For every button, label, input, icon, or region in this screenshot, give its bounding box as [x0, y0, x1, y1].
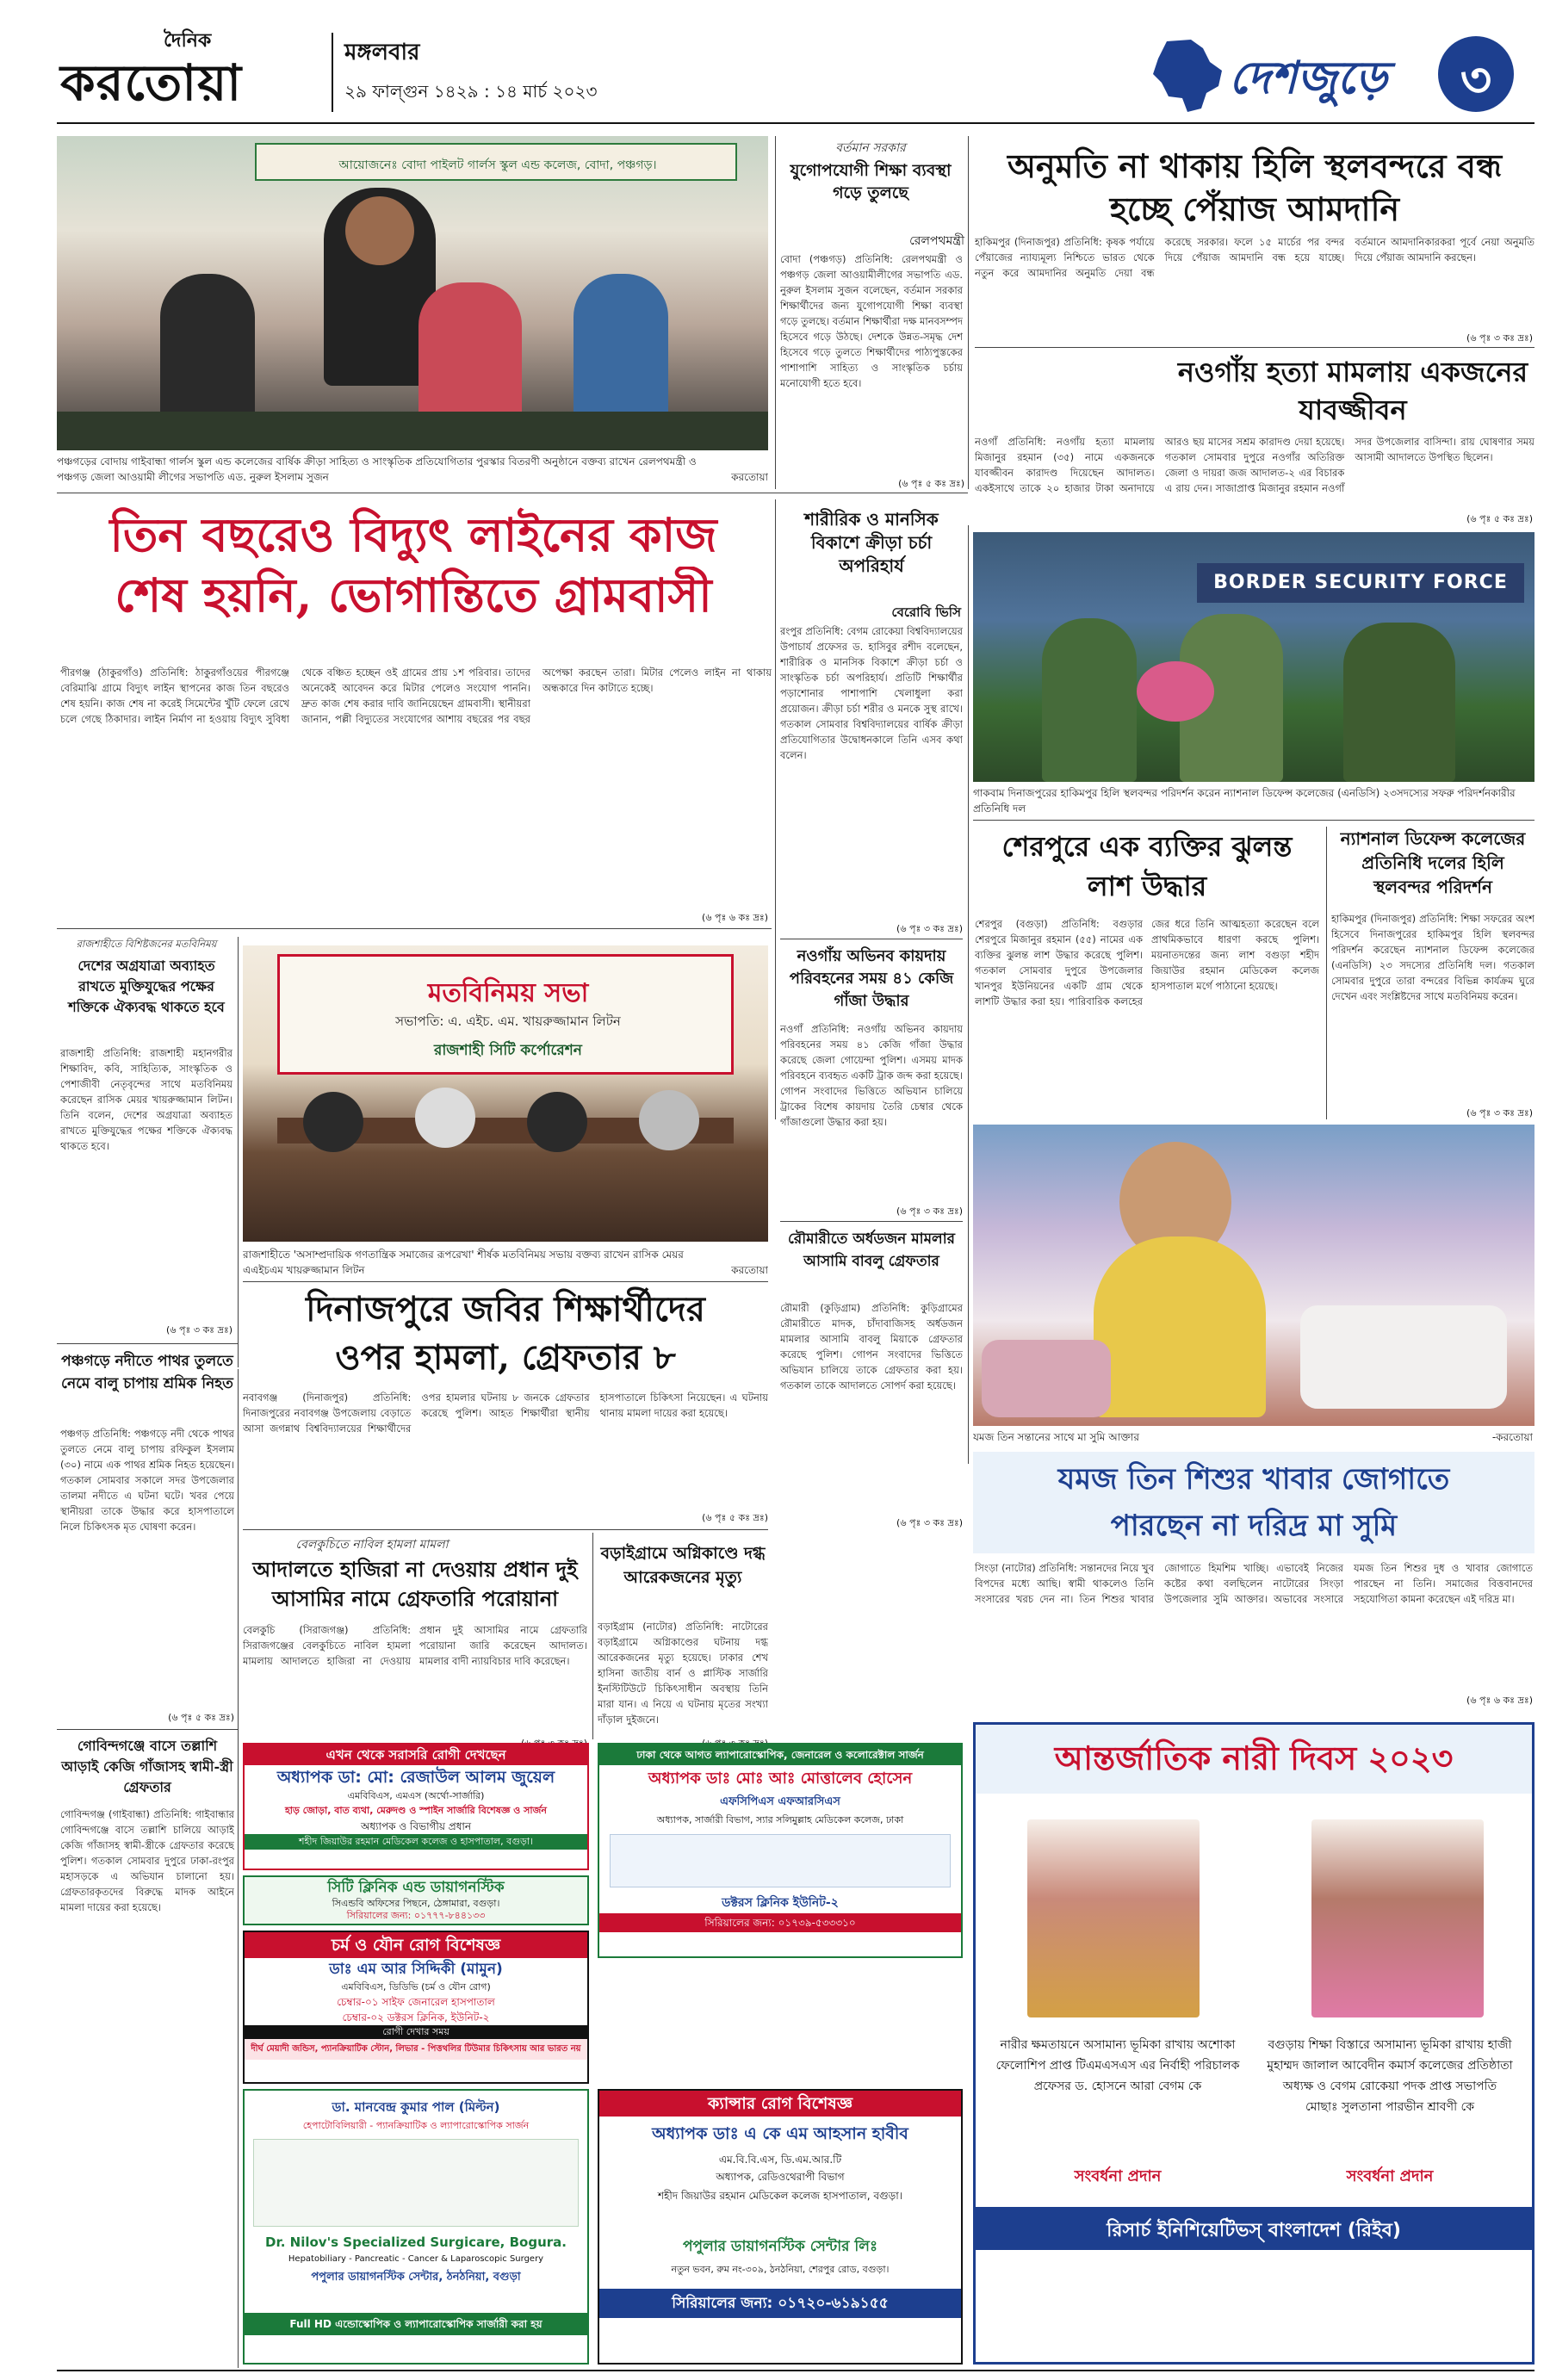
- ad-gastro: ঢাকা থেকে আগত ল্যাপারোস্কোপিক, জেনারেল ও কলোরেক্টাল সার্জন অধ্যাপক ডাঃ মোঃ আঃ মোত্তালেব হোসেন এফসিপিএস এফআরসিএস অধ্যাপক, সার্জারী বিভাগ, স্যার সলিমুল্লাহ মেডিকেল কলেজ, ঢাকা ডক্টরস ক্লিনিক ইউনিট-২ সিরিয়ালের জন্য: ০১৭৩৯-৫৩৩৩১০: [598, 1743, 963, 1958]
- court-kicker: বেলকুচিতে নাবিল হামলা মামলা: [295, 1538, 449, 1552]
- murder-cont: (৬ পৃঃ ৫ কঃ দ্রঃ): [1466, 513, 1533, 524]
- nari-title-bar: আন্তর্জাতিক নারী দিবস ২০২৩: [976, 1725, 1532, 1794]
- rail-title: যুগোপযোগী শিক্ষা ব্যবস্থা গড়ে তুলছে: [790, 161, 952, 202]
- court-title: আদালতে হাজিরা না দেওয়ায় প্রধান দুই আসামির নামে গ্রেফতারি পরোয়ানা: [252, 1557, 578, 1611]
- photo-ceremony: [57, 136, 768, 450]
- logo: [60, 26, 284, 112]
- nari-right-text: বগুড়ায় শিক্ষা বিস্তারে অসামান্য ভূমিকা রাখায় হাজী মুহাম্মদ জালাল আবেদীন কমার্স কলেজের প্রতিষ্ঠাতা অধ্যক্ষ ও বেগম রোকেয়া পদক প্রাপ্ত সভাপতি মোছাঃ সুলতানা পারভীন শ্রাবণী কে: [1267, 2038, 1513, 2114]
- ad-liver: ডা. মানবেন্দ্র কুমার পাল (মিল্টন) হেপাটোবিলিয়ারী - প্যানক্রিয়াটিক ও ল্যাপারোস্কোপিক সার্জন Dr. Nilov's Specialized Surgicare, Bogura. Hepatobiliary - Pancreatic - Cancer & Laparoscopic Surgery পপুলার ডায়াগনস্টিক সেন্টার, ঠনঠনিয়া, বগুড়া Full HD এন্ডোস্কোপিক ও ল্যাপারোস্কোপিক সার্জারী করা হয়: [243, 2089, 589, 2365]
- onion-body: হাকিমপুর (দিনাজপুর) প্রতিনিধি: কৃষক পর্যায়ে পেঁয়াজের ন্যায্যমূল্য নিশ্চিতে ভারত থেকে নতুন করে আমদানির অনুমতি দেয়া বন্ধ করেছে সরকার। ফলে ১৫ মার্চের পর বন্দর দিয়ে পেঁয়াজ আমদানি বন্ধ হয়ে যাচ্ছে। বর্তমানে আমদানিকারকরা পূর্বে নেয়া অনুমতি দিয়ে পেঁয়াজ আমদানি করছেন।: [975, 236, 1534, 279]
- ad-ortho: এখন থেকে সরাসরি রোগী দেখছেন অধ্যাপক ডা: মো: রেজাউল আলম জুয়েল এমবিবিএস, এমএস (অর্থো-সার্জারি) হাড় জোড়া, বাত ব্যথা, মেরুদণ্ড ও স্পাইন সার্জারি বিশেষজ্ঞ ও সার্জন অধ্যাপক ও বিভাগীয় প্রধান শহীদ জিয়াউর রহমান মেডিকেল কলেজ ও হাসপাতাল, বগুড়া।: [243, 1743, 589, 1870]
- nari-photo-right: [1311, 1819, 1484, 2017]
- photo-border-visit: [973, 532, 1534, 782]
- hanging-body: শেরপুর (বগুড়া) প্রতিনিধি: বগুড়ার শেরপুরে মিজানুর রহমান (৫৫) নামের এক ব্যক্তির ঝুলন্ত লাশ উদ্ধার করেছে পুলিশ। গতকাল সোমবার দুপুরে উপজেলার খানপুর ইউনিয়নের একটি গ্রাম থেকে লাশটি উদ্ধার করা হয়। পারিবারিক কলহের জের ধরে তিনি আত্মহত্যা করেছেন বলে প্রাথমিকভাবে ধারণা করছে পুলিশ। ময়নাতদন্তের জন্য লাশ বগুড়া শহীদ জিয়াউর রহমান মেডিকেল কলেজ হাসপাতাল মর্গে পাঠানো হয়েছে।: [975, 918, 1319, 1007]
- liver-icons: [253, 2139, 579, 2227]
- bangladesh-map-icon: [1150, 36, 1227, 115]
- dinajpur-title-1: দিনাজপুরে জবির শিক্ষার্থীদের: [306, 1289, 705, 1329]
- twins-title-2: পারছেন না দরিদ্র মা সুমি: [1110, 1509, 1398, 1543]
- onion-cont: (৬ পৃঃ ৩ কঃ দ্রঃ): [1466, 332, 1533, 344]
- muktijuddho-kicker: রাজশাহীতে বিশিষ্টজনের মতবিনিময়: [76, 938, 217, 950]
- hanging-title: শেরপুরে এক ব্যক্তির ঝুলন্ত লাশ উদ্ধার: [1001, 830, 1293, 902]
- section-title: দেশজুড়ে: [1229, 52, 1387, 104]
- section-tag: [1150, 36, 1528, 115]
- onion-title: অনুমতি না থাকায় হিলি স্থলবন্দরে বন্ধ হচ্ছে পেঁয়াজ আমদানি: [1007, 146, 1503, 228]
- issue-date: ২৯ ফাল্গুন ১৪২৯ : ১৪ মার্চ ২০২৩: [344, 81, 598, 102]
- gobindaganj-body: গোবিন্দগঞ্জ (গাইবান্ধা) প্রতিনিধি: গাইবান্ধার গোবিন্দগঞ্জে বাসে তল্লাশি চালিয়ে আড়াই কেজি গাঁজাসহ স্বামী-স্ত্রীকে গ্রেফতার করেছে পুলিশ। গতকাল সোমবার দুপুরে ঢাকা-রংপুর মহাসড়কে এ অভিযান চালানো হয়। গ্রেফতারকৃতদের বিরুদ্ধে মাদক আইনে মামলা দায়ের করা হয়েছে।: [60, 1808, 234, 1913]
- sports-body: রংপুর প্রতিনিধি: বেগম রোকেয়া বিশ্ববিদ্যালয়ের উপাচার্য প্রফেসর ড. হাসিবুর রশীদ বলেছেন, শারীরিক ও মানসিক বিকাশে ক্রীড়া চর্চা ও সাংস্কৃতিক চর্চা অপরিহার্য। প্রতিটি শিক্ষার্থীর পড়াশোনার পাশাপাশি খেলাধুলা করা প্রয়োজন। ক্রীড়া চর্চা শরীর ও মনকে সুস্থ রাখে। গতকাল সোমবার বিশ্ববিদ্যালয়ের বার্ষিক ক্রীড়া প্রতিযোগিতার উদ্বোধনকালে তিনি এসব কথা বলেন।: [780, 625, 963, 761]
- dinajpur-cont: (৬ পৃঃ ৫ কঃ দ্রঃ): [702, 1512, 768, 1523]
- electric-cont: (৬ পৃঃ ৬ কঃ দ্রঃ): [702, 912, 768, 923]
- rail-body: বোদা (পঞ্চগড়) প্রতিনিধি: রেলপথমন্ত্রী ও পঞ্চগড় জেলা আওয়ামীলীগের সভাপতি এড. নুরুল ইসলাম সুজন বলেছেন, বর্তমান সরকার শিক্ষার্থীদের জন্য যুগোপযোগী শিক্ষা ব্যবস্থা গড়ে তুলছে। বর্তমান শিক্ষার্থীরা দক্ষ মানবসম্পদ হিসেবে গড়ে উঠছে। দেশকে উন্নত-সমৃদ্ধ দেশ হিসেবে গড়ে তুলতে শিক্ষার্থীদের পাঠ্যপুস্তকের পাশাপাশি সাহিত্য ও সাংস্কৃতিক চর্চায় মনোযোগী হতে হবে।: [780, 253, 963, 389]
- photo-meeting: [243, 945, 768, 1242]
- page-number-badge: [1438, 36, 1514, 112]
- nari-org-bar: রিসার্চ ইনিশিয়েটিভস্ বাংলাদেশ (রিইব): [976, 2207, 1532, 2250]
- logo-small: দৈনিক: [164, 29, 212, 52]
- nari-honor-left: সংবর্ধনা প্রদান: [1074, 2167, 1162, 2185]
- panchagarh-title: পঞ্চগড়ে নদীতে পাথর তুলতে নেমে বালু চাপায় শ্রমিক নিহত: [61, 1353, 233, 1392]
- ad-cancer: ক্যান্সার রোগ বিশেষজ্ঞ অধ্যাপক ডাঃ এ কে এম আহসান হাবীব এম.বি.বি.এস, ডি.এম.আর.টি অধ্যাপক, রেডিওথেরাপী বিভাগ শহীদ জিয়াউর রহমান মেডিকেল কলেজ হাসপাতাল, বগুড়া। পপুলার ডায়াগনস্টিক সেন্টার লিঃ নতুন ভবন, রুম নং-৩০৯, ঠনঠনিয়া, শেরপুর রোড, বগুড়া। সিরিয়ালের জন্য: ০১৭২০-৬১৯১৫৫: [598, 2089, 963, 2365]
- muktijuddho-body: রাজশাহী প্রতিনিধি: রাজশাহী মহানগরীর শিক্ষাবিদ, কবি, সাহিত্যিক, সাংস্কৃতিক ও পেশাজীবী নেতৃবৃন্দের সাথে মতবিনিময় করেছেন রাসিক মেয়র খায়রুজ্জামান লিটন। তিনি বলেন, দেশের অগ্রযাত্রা অব্যাহত রাখতে মুক্তিযুদ্ধের পক্ষের শক্তিকে ঐক্যবদ্ধ থাকতে হবে।: [60, 1047, 232, 1152]
- meeting-credit: করতোয়া: [731, 1264, 768, 1276]
- electric-title-1: তিন বছরেও বিদ্যুৎ লাইনের কাজ: [109, 507, 717, 562]
- dinajpur-title-2: ওপর হামলা, গ্রেফতার ৮: [335, 1337, 676, 1378]
- ad-womens-day: [973, 1722, 1534, 2365]
- nari-photo-left: [1027, 1819, 1200, 2017]
- logo-big: করতোয়া: [60, 53, 243, 112]
- sports-byline: বেরোবি ভিসি: [891, 604, 961, 620]
- photo-banner: আয়োজনেঃ বোদা পাইলট গার্লস স্কুল এন্ড কলেজ, বোদা, পঞ্চগড়।: [255, 143, 737, 181]
- rowmari-title: রৌমারীতে অর্ধডজন মামলার আসামি বাবলু গ্রেফতার: [788, 1230, 955, 1270]
- ganja-title: নওগাঁয় অভিনব কায়দায় পরিবহনের সময় ৪১ কেজি গাঁজা উদ্ধার: [789, 947, 954, 1010]
- meeting-banner: মতবিনিময় সভা সভাপতি: এ. এইচ. এম. খায়রুজ্জামান লিটন রাজশাহী সিটি কর্পোরেশন: [277, 954, 734, 1075]
- nari-left-text: নারীর ক্ষমতায়নে অসামান্য ভূমিকা রাখায় অশোকা ফেলোশিপ প্রাপ্ত টিএমএসএস এর নির্বাহী পরিচালক প্রফেসর ড. হোসনে আরা বেগম কে: [995, 2038, 1240, 2093]
- meeting-caption: রাজশাহীতে 'অসাম্প্রদায়িক গণতান্ত্রিক সমাজের রূপরেখা' শীর্ষক মতবিনিময় সভায় বক্তব্য রাখেন রাসিক মেয়র এএইচএম খায়রুজ্জামান লিটন: [243, 1249, 684, 1276]
- ad-skin: চর্ম ও যৌন রোগ বিশেষজ্ঞ ডাঃ এম আর সিদ্দিকী (মামুন) এমবিবিএস, ডিডিভি (চর্ম ও যৌন রোগ) চেম্বার-০১ সাইফ জেনারেল হাসপাতাল চেম্বার-০২ ডক্টরস ক্লিনিক, ইউনিট-২ রোগী দেখার সময় দীর্ঘ মেয়াদী জন্ডিস, প্যানক্রিয়াটিক স্টোন, লিভার - পিত্তথলির টিউমার চিকিৎসায় আর ভারত নয়: [243, 1931, 589, 2084]
- nari-honor-right: সংবর্ধনা প্রদান: [1346, 2167, 1434, 2185]
- ad-city-clinic: সিটি ক্লিনিক এন্ড ডায়াগনস্টিক সিএন্ডবি অফিসের পিছনে, ঠেঙ্গামারা, বগুড়া। সিরিয়ালের জন্য: ০১৭৭৭-৮৪৪১৩৩: [243, 1875, 589, 1925]
- ndc-body: হাকিমপুর (দিনাজপুর) প্রতিনিধি: শিক্ষা সফরের অংশ হিসেবে দিনাজপুরের হাকিমপুর হিলি স্থলবন্দর পরিদর্শন করেছেন ন্যাশনাল ডিফেন্স কলেজের (এনডিসি) ২৩ সদস্যের প্রতিনিধি দল। গতকাল সোমবার দুপুরে তারা বন্দরের বিভিন্ন কার্যক্রম ঘুরে দেখেন এবং সংশ্লিষ্টদের সাথে মতবিনিময় করেন।: [1331, 913, 1534, 1002]
- rail-kicker: বর্তমান সরকার: [835, 141, 906, 155]
- gobindaganj-title: গোবিন্দগঞ্জে বাসে তল্লাশি আড়াই কেজি গাঁজাসহ স্বামী-স্ত্রী গ্রেফতার: [61, 1738, 233, 1795]
- sports-cont: (৬ পৃঃ ৩ কঃ দ্রঃ): [896, 923, 963, 934]
- sports-title: শারীরিক ও মানসিক বিকাশে ক্রীড়া চর্চা অপরিহার্য: [804, 509, 939, 576]
- page-number: ৩: [1460, 53, 1492, 108]
- twins-body: সিংড়া (নাটোর) প্রতিনিধি: সন্তানদের নিয়ে খুব বিপদের মধ্যে আছি। স্বামী থাকলেও তিনি সংসারের খরচ দেন না। তিন শিশুর খাবার জোগাতে হিমশিম খাচ্ছি। এভাবেই নিজের কষ্টের কথা বলছিলেন নাটোরের সিংড়া উপজেলার সুমি আক্তার। অভাবের সংসারে যমজ তিন শিশুর দুধ ও খাবার জোগাতে পারছেন না তিনি। সমাজের বিত্তবানদের সহযোগিতা কামনা করেছেন এই দরিদ্র মা।: [975, 1562, 1533, 1605]
- muktijuddho-title: দেশের অগ্রযাত্রা অব্যাহত রাখতে মুক্তিযুদ্ধের পক্ষের শক্তিকে ঐক্যবদ্ধ থাকতে হবে: [68, 958, 225, 1015]
- border-banner: BORDER SECURITY FORCE: [1197, 563, 1524, 603]
- twins-title-1: যমজ তিন শিশুর খাবার জোগাতে: [1057, 1462, 1450, 1497]
- masthead: [0, 0, 1550, 129]
- court-body: বেলকুচি (সিরাজগঞ্জ) প্রতিনিধি: সিরাজগঞ্জের বেলকুচিতে নাবিল হামলা মামলায় আদালতে হাজিরা না দেওয়ায় প্রধান দুই আসামির নামে গ্রেফতারি পরোয়ানা জারি করেছেন আদালত। মামলার বাদী ন্যায়বিচার দাবি করেছেন।: [243, 1624, 587, 1667]
- rowmari-body: রৌমারী (কুড়িগ্রাম) প্রতিনিধি: কুড়িগ্রামের রৌমারীতে মাদক, চাঁদাবাজিসহ অর্ধডজন মামলার আসামি বাবলু মিয়াকে গ্রেফতার করেছে পুলিশ। গোপন সংবাদের ভিত্তিতে অভিযান চালিয়ে তাকে গ্রেফতার করা হয়। গতকাল তাকে আদালতে সোপর্দ করা হয়েছে।: [780, 1302, 963, 1391]
- rail-cont: (৬ পৃঃ ৫ কঃ দ্রঃ): [898, 478, 964, 489]
- fire-body: বড়াইগ্রাম (নাটোর) প্রতিনিধি: নাটোরের বড়াইগ্রামে অগ্নিকাণ্ডের ঘটনায় দগ্ধ আরেকজনের মৃত্যু হয়েছে। ঢাকার শেখ হাসিনা জাতীয় বার্ন ও প্লাস্টিক সার্জারি ইনস্টিটিউটে চিকিৎসাধীন অবস্থায় তিনি মারা যান। এ নিয়ে এ ঘটনায় মৃতের সংখ্যা দাঁড়াল দুইজনে।: [598, 1621, 768, 1726]
- panchagarh-body: পঞ্চগড় প্রতিনিধি: পঞ্চগড়ে নদী থেকে পাথর তুলতে নেমে বালু চাপায় রফিকুল ইসলাম (৩০) নামে এক পাথর শ্রমিক নিহত হয়েছেন। গতকাল সোমবার সকালে সদর উপজেলার তালমা নদীতে এ ঘটনা ঘটে। খবর পেয়ে স্থানীয়রা তাকে উদ্ধার করে হাসপাতালে নিলে চিকিৎসক মৃত ঘোষণা করেন।: [60, 1428, 234, 1533]
- ganja-cont: (৬ পৃঃ ৩ কঃ দ্রঃ): [896, 1205, 963, 1217]
- fire-title: বড়াইগ্রামে অগ্নিকাণ্ডে দগ্ধ আরেকজনের মৃত্যু: [600, 1544, 766, 1587]
- muktijuddho-cont: (৬ পৃঃ ৩ কঃ দ্রঃ): [166, 1324, 232, 1336]
- dinajpur-body: নবাবগঞ্জ (দিনাজপুর) প্রতিনিধি: দিনাজপুরের নবাবগঞ্জ উপজেলায় বেড়াতে আসা জগন্নাথ বিশ্ববিদ্যালয়ের শিক্ষার্থীদের ওপর হামলার ঘটনায় ৮ জনকে গ্রেফতার করেছে পুলিশ। আহত শিক্ষার্থীরা স্থানীয় হাসপাতালে চিকিৎসা নিয়েছেন। এ ঘটনায় থানায় মামলা দায়ের করা হয়েছে।: [243, 1391, 768, 1435]
- rowmari-cont: (৬ পৃঃ ৩ কঃ দ্রঃ): [896, 1517, 963, 1528]
- ndc-title: ন্যাশনাল ডিফেন্স কলেজের প্রতিনিধি দলের হিলি স্থলবন্দর পরিদর্শন: [1340, 828, 1526, 897]
- mother-caption: যমজ তিন সন্তানের সাথে মা সুমি আক্তার: [973, 1431, 1139, 1443]
- twins-cont: (৬ পৃঃ ৬ কঃ দ্রঃ): [1466, 1695, 1533, 1706]
- mother-credit: -করতোয়া: [1491, 1431, 1533, 1443]
- murder-body: নওগাঁ প্রতিনিধি: নওগাঁয় হত্যা মামলায় মিজানুর রহমান (৩৫) নামে একজনকে যাবজ্জীবন কারাদণ্ড দিয়েছেন আদালত। একইসাথে তাকে ২০ হাজার টাকা অনাদায়ে আরও ছয় মাসের সশ্রম কারাদণ্ড দেয়া হয়েছে। গতকাল সোমবার দুপুরে নওগাঁর অতিরিক্ত জেলা ও দায়রা জজ আদালত-২ এর বিচারক এ রায় দেন। সাজাপ্রাপ্ত মিজানুর রহমান নওগাঁ সদর উপজেলার বাসিন্দা। রায় ঘোষণার সময় আসামী আদালতে উপস্থিত ছিলেন।: [975, 436, 1534, 494]
- issue-day: মঙ্গলবার: [344, 40, 420, 65]
- photo-ceremony-credit: করতোয়া: [731, 471, 768, 483]
- electric-title-2: শেষ হয়নি, ভোগান্তিতে গ্রামবাসী: [115, 567, 712, 623]
- photo-mother-twins: [973, 1125, 1534, 1426]
- ganja-body: নওগাঁ প্রতিনিধি: নওগাঁয় অভিনব কায়দায় পরিবহনের সময় ৪১ কেজি গাঁজা উদ্ধার করেছে জেলা গোয়েন্দা পুলিশ। এসময় মাদক পরিবহনে ব্যবহৃত একটি ট্রাক জব্দ করা হয়েছে। গোপন সংবাদের ভিত্তিতে অভিযান চালিয়ে ট্রাকের বিশেষ কায়দায় তৈরি চেম্বার থেকে গাঁজাগুলো উদ্ধার করা হয়।: [780, 1023, 963, 1128]
- murder-title: নওগাঁয় হত্যা মামলায় একজনের যাবজ্জীবন: [1177, 356, 1528, 426]
- electric-body: পীরগঞ্জ (ঠাকুরগাঁও) প্রতিনিধি: ঠাকুরগাঁওয়ের পীরগঞ্জে বেরিমাঝি গ্রামে বিদ্যুৎ লাইন স্থাপনের কাজ তিন বছরেও শেষ হয়নি। কাজ শেষ না করেই সিমেন্টের খুঁটি ফেলে রেখে চলে গেছে ঠিকাদার। লাইন নির্মাণ না হওয়ায় বিদ্যুৎ সুবিধা থেকে বঞ্চিত হচ্ছেন ওই গ্রামের প্রায় ১শ পরিবার। তাদের অনেকেই আবেদন করে মিটার পেলেও সংযোগ পাননি। দ্রুত কাজ শেষ করার দাবি জানিয়েছেন গ্রামবাসী। স্থানীয়রা জানান, পল্লী বিদ্যুতের সংযোগের আশায় বছরের পর বছর অপেক্ষা করছেন তারা। মিটার পেলেও লাইন না থাকায় অন্ধকারে দিন কাটাতে হচ্ছে।: [60, 666, 772, 725]
- ndc-cont: (৬ পৃঃ ৩ কঃ দ্রঃ): [1466, 1107, 1533, 1119]
- rail-byline: রেলপথমন্ত্রী: [909, 234, 964, 248]
- panchagarh-cont: (৬ পৃঃ ৫ কঃ দ্রঃ): [168, 1712, 234, 1723]
- photo-ceremony-caption: পঞ্চগড়ের বোদায় গাইবান্ধা গার্লস স্কুল এন্ড কলেজের বার্ষিক ক্রীড়া সাহিত্য ও সাংস্কৃতিক প্রতিযোগিতার পুরস্কার বিতরণী অনুষ্ঠানে বক্তব্য রাখেন রেলপথমন্ত্রী ও পঞ্চগড় জেলা আওয়ামী লীগের সভাপতি এড. নুরুল ইসলাম সুজন: [57, 456, 697, 483]
- border-caption: গাকবাম দিনাজপুরের হাকিমপুর হিলি স্থলবন্দর পরিদর্শন করেন ন্যাশনাল ডিফেন্স কলেজের (এনডিসি) ২৩সদস্যের সফরু পরিদর্শনকারীর প্রতিনিধি দল: [973, 787, 1516, 815]
